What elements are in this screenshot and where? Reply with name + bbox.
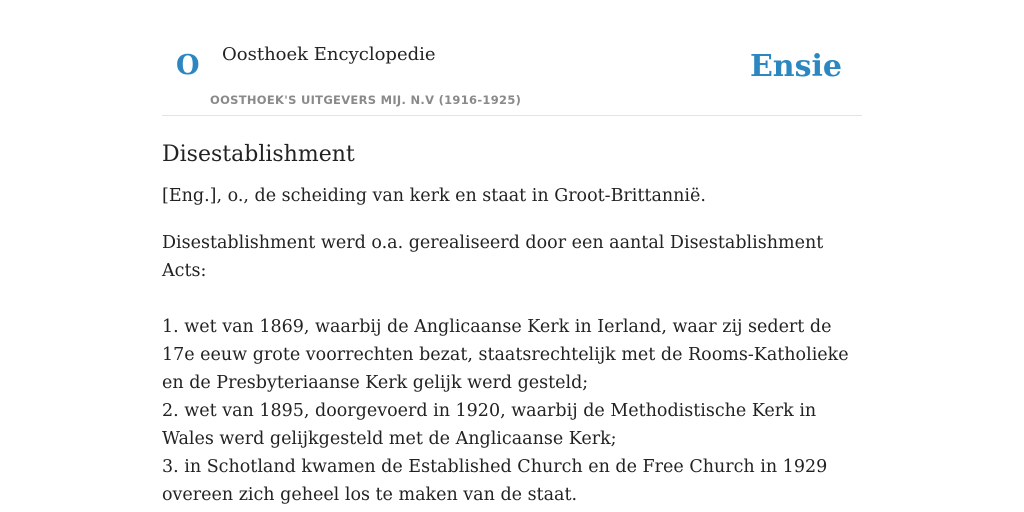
page	[162, 0, 862, 509]
encyclopedia-logo[interactable]: O	[176, 50, 200, 81]
list-item: 1. wet van 1869, waarbij de Anglicaanse Kerk in Ierland, waar zij sedert de 17e eeuw grote voorrechten bezat, staatsrechtelijk met de Rooms-Katholieke en de Presbyteriaanse Kerk gelijk werd gesteld;	[162, 317, 849, 393]
article-body	[162, 182, 862, 509]
header	[162, 0, 862, 116]
publisher-label: OOSTHOEK'S UITGEVERS MIJ. N.V (1916-1925)	[210, 93, 522, 107]
list-item: 3. in Schotland kwamen de Established Church en de Free Church in 1929 overeen zich geheel los te maken van de staat.	[162, 457, 828, 505]
article-definition: [Eng.], o., de scheiding van kerk en staat in Groot-Brittannië.	[162, 186, 706, 206]
ensie-brand-logo[interactable]: Ensie	[749, 49, 842, 84]
article-intro: Disestablishment werd o.a. gerealiseerd door een aantal Disestablishment Acts:	[162, 233, 824, 281]
acts-list	[162, 313, 862, 509]
article-title: Disestablishment	[162, 142, 355, 167]
book-title-link[interactable]: Oosthoek Encyclopedie	[222, 44, 436, 65]
list-item: 2. wet van 1895, doorgevoerd in 1920, waarbij de Methodistische Kerk in Wales werd gelijkgesteld met de Anglicaanse Kerk;	[162, 401, 817, 449]
